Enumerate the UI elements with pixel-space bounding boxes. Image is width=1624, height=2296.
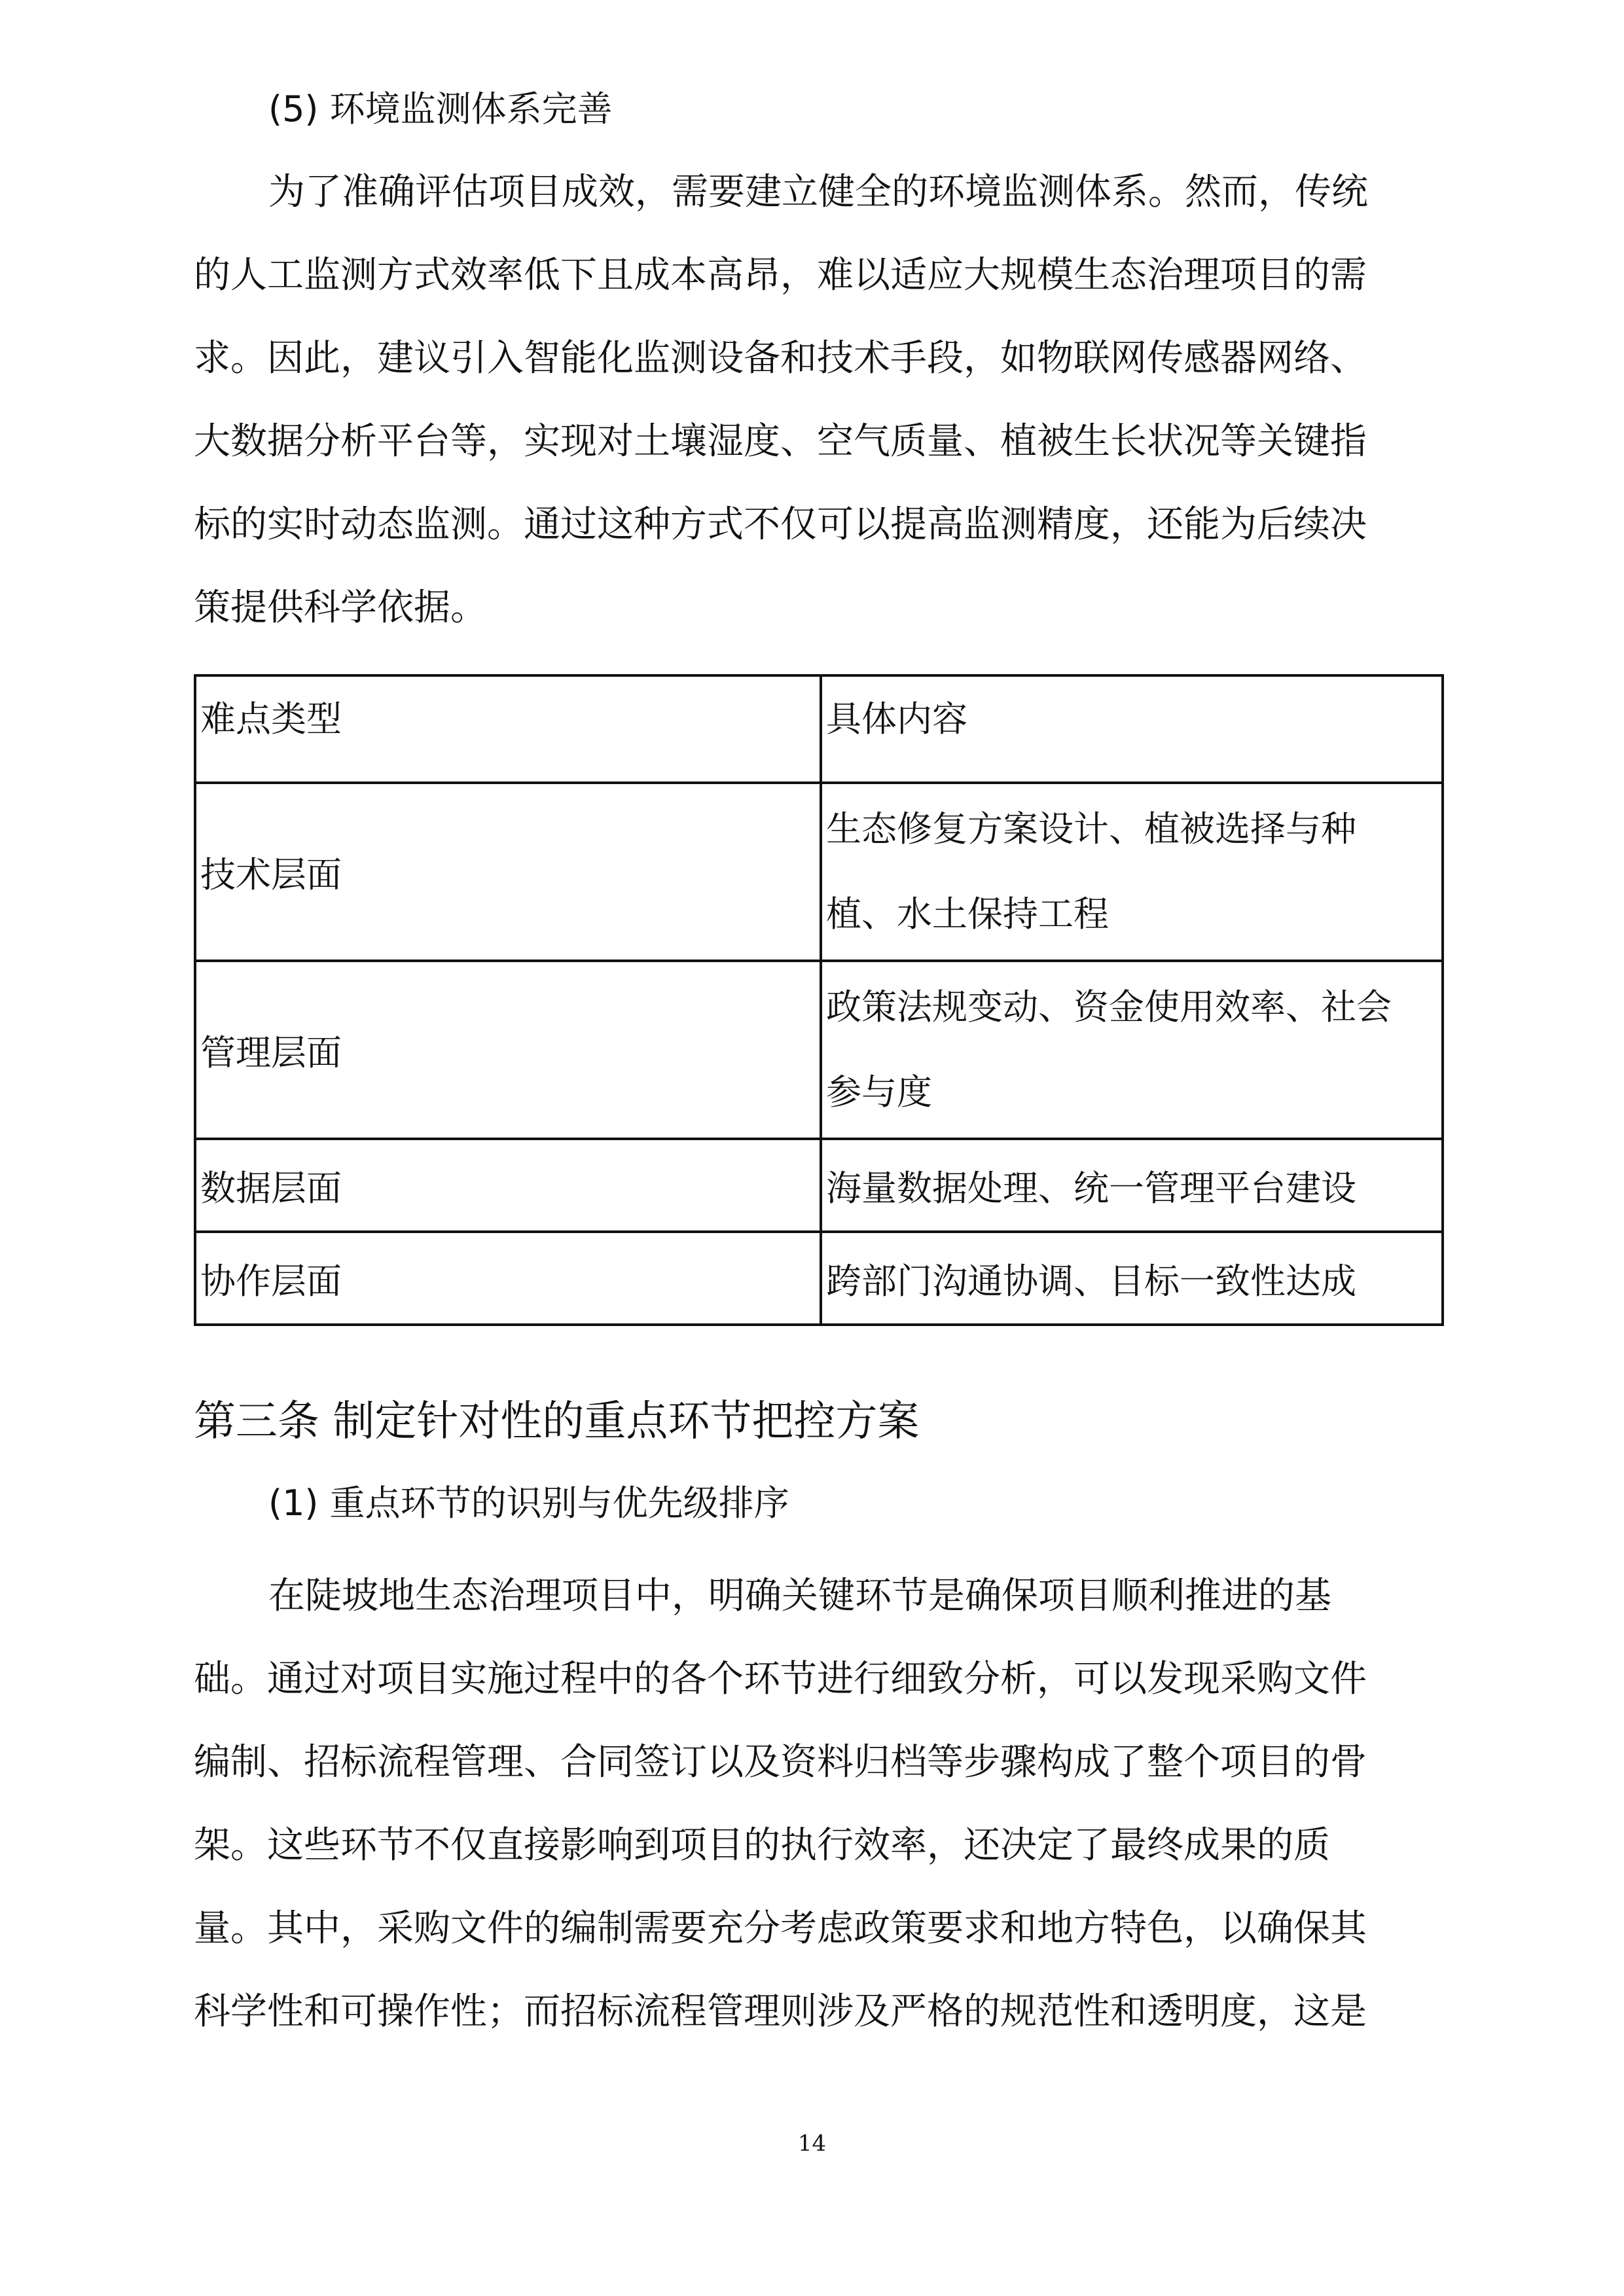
paragraph-line: 量。其中，采购文件的编制需要充分考虑政策要求和地方特色，以确保其 [194,1907,1367,1950]
paragraph-line: 策提供科学依据。 [194,586,487,629]
article-3-subheading: (1) 重点环节的识别与优先级排序 [268,1482,789,1524]
paragraph-line: 编制、招标流程管理、合同签订以及资料归档等步骤构成了整个项目的骨 [194,1741,1367,1784]
paragraph-line: 大数据分析平台等，实现对土壤湿度、空气质量、植被生长状况等关键指 [194,420,1367,463]
table-cell-type: 数据层面 [195,1139,821,1232]
table-cell-line: 政策法规变动、资金使用效率、社会 [826,986,1392,1028]
table-header-row [195,675,1443,783]
table-row [195,783,1443,961]
table-cell-line: 跨部门沟通协调、目标一致性达成 [826,1260,1356,1302]
paragraph-line: 础。通过对项目实施过程中的各个环节进行细致分析，可以发现采购文件 [194,1658,1367,1700]
table-cell-content [821,961,1443,1139]
paragraph-line: 为了准确评估项目成效，需要建立健全的环境监测体系。然而，传统 [268,171,1368,213]
paragraph-line: 架。这些环节不仅直接影响到项目的执行效率，还决定了最终成果的质 [194,1824,1330,1867]
table-cell-line: 参与度 [826,1071,932,1113]
table-cell-type: 技术层面 [195,783,821,961]
table-cell-line: 生态修复方案设计、植被选择与种 [826,808,1356,850]
paragraph-line: 科学性和可操作性；而招标流程管理则涉及严格的规范性和透明度，这是 [194,1990,1367,2033]
table-row [195,1139,1443,1232]
section-5-paragraph [194,151,1437,649]
table-cell-type: 管理层面 [195,961,821,1139]
paragraph-line: 标的实时动态监测。通过这种方式不仅可以提高监测精度，还能为后续决 [194,503,1367,546]
table-row [195,1232,1443,1325]
table-header-cell: 难点类型 [195,675,821,783]
table-row [195,961,1443,1139]
table-cell-content [821,1139,1443,1232]
table-header-cell: 具体内容 [821,675,1443,783]
page-number: 14 [797,2130,827,2157]
paragraph-line: 求。因此，建议引入智能化监测设备和技术手段，如物联网传感器网络、 [194,337,1367,380]
section-5-subheading: (5) 环境监测体系完善 [268,88,613,130]
table-cell-type: 协作层面 [195,1232,821,1325]
paragraph-line: 的人工监测方式效率低下且成本高昂，难以适应大规模生态治理项目的需 [194,254,1367,296]
table-cell-line: 海量数据处理、统一管理平台建设 [826,1167,1356,1209]
table-cell-content [821,1232,1443,1325]
article-3-heading: 第三条 制定针对性的重点环节把控方案 [194,1397,920,1446]
article-3-paragraph [194,1554,1437,2053]
paragraph-line: 在陡坡地生态治理项目中，明确关键环节是确保项目顺利推进的基 [268,1575,1331,1617]
table-cell-content [821,783,1443,961]
difficulty-table [194,674,1444,1326]
table-cell-line: 植、水土保持工程 [826,893,1109,935]
